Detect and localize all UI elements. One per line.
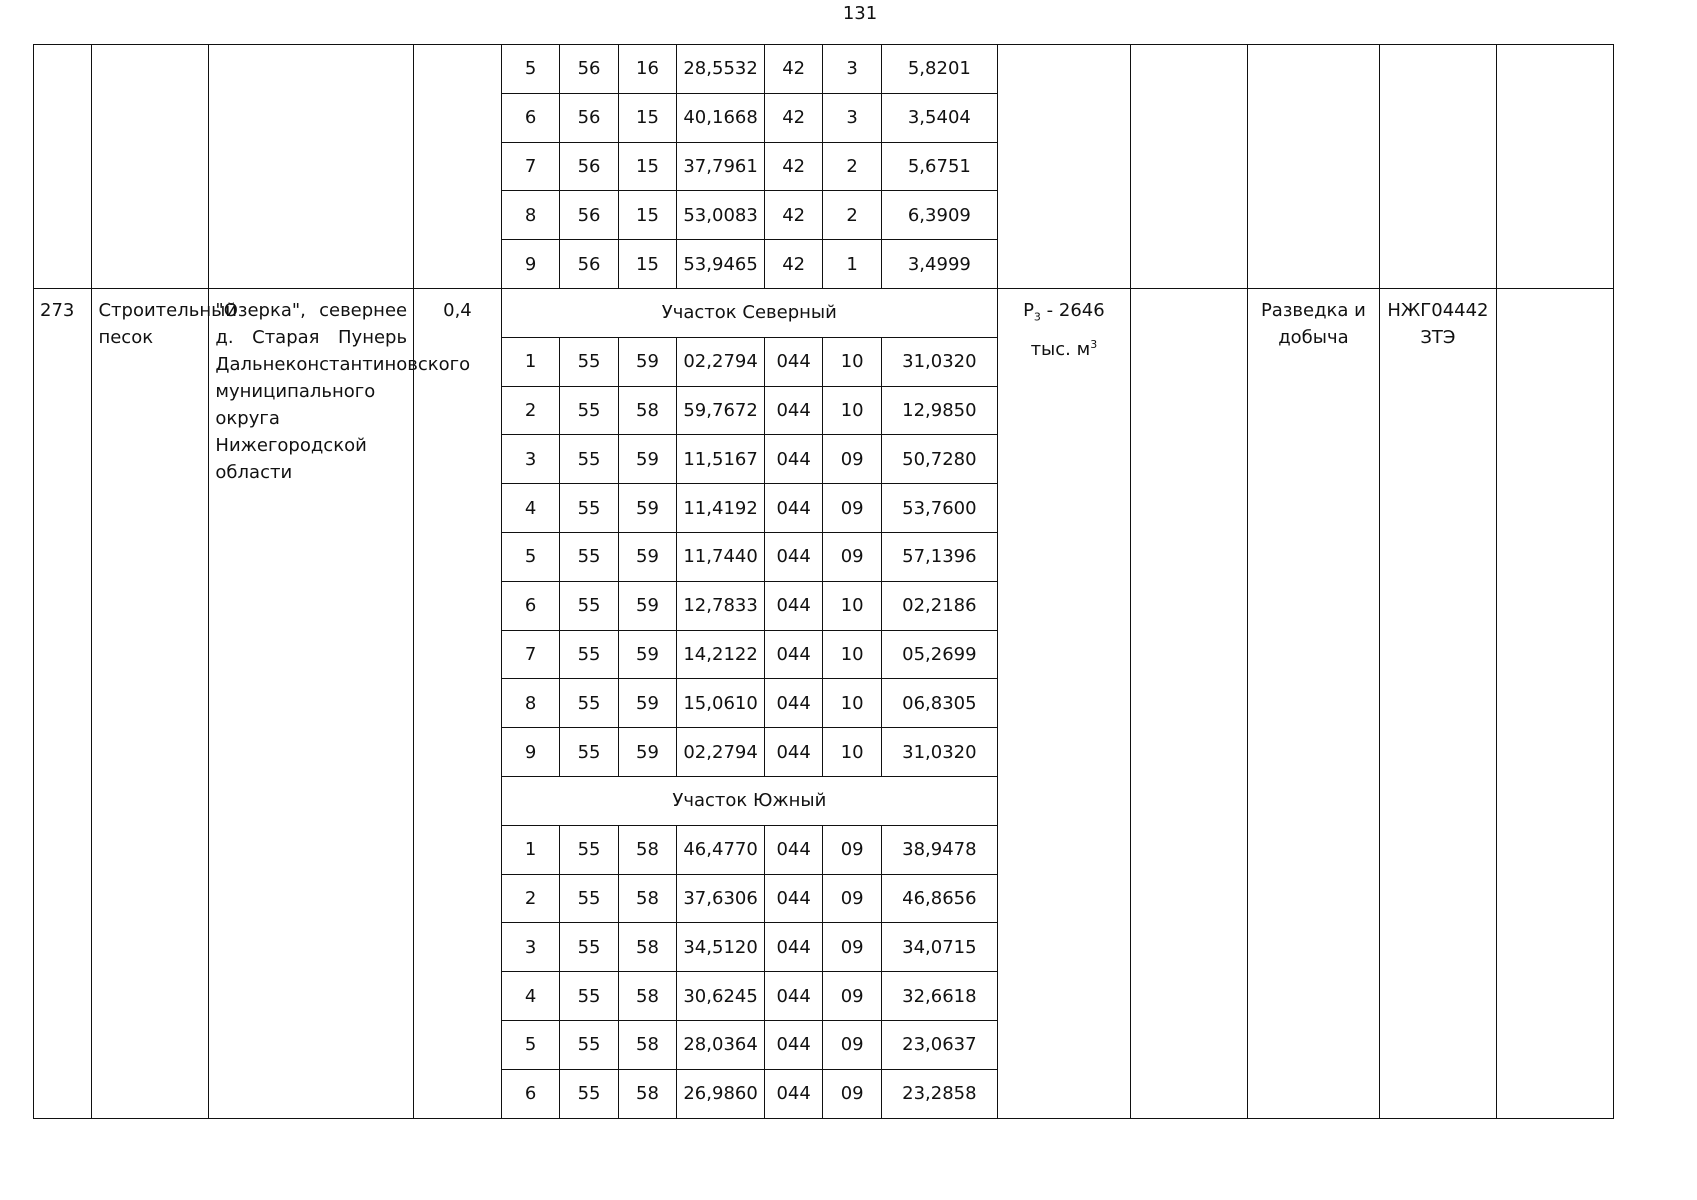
empty-cell [414,45,502,289]
point-number-cell: 7 [501,630,559,679]
lon-sec-cell: 23,2858 [881,1069,997,1118]
lat-min-cell: 16 [618,45,676,94]
point-number-cell: 8 [501,191,559,240]
lat-deg-cell: 55 [560,484,618,533]
lon-deg-cell: 044 [764,972,822,1021]
lon-deg-cell: 044 [764,337,822,386]
lon-deg-cell: 044 [764,874,822,923]
lon-min-cell: 09 [823,484,881,533]
lon-min-cell: 2 [823,191,881,240]
lon-min-cell: 09 [823,923,881,972]
lon-deg-cell: 044 [764,1020,822,1069]
lat-min-cell: 59 [618,532,676,581]
lon-deg-cell: 42 [764,45,822,94]
lat-sec-cell: 53,9465 [677,240,765,289]
lat-deg-cell: 55 [560,972,618,1021]
empty-cell [997,45,1130,289]
lon-deg-cell: 42 [764,191,822,240]
lat-min-cell: 59 [618,728,676,777]
lon-min-cell: 1 [823,240,881,289]
lon-sec-cell: 38,9478 [881,825,997,874]
lon-sec-cell: 32,6618 [881,972,997,1021]
lat-deg-cell: 55 [560,923,618,972]
empty-cell [1247,45,1379,289]
lat-sec-cell: 30,6245 [677,972,765,1021]
lat-min-cell: 59 [618,679,676,728]
reserves-text [998,289,1130,363]
lon-deg-cell: 044 [764,630,822,679]
lon-min-cell: 09 [823,532,881,581]
table-row [34,288,1614,337]
lat-deg-cell: 55 [560,825,618,874]
point-number-cell: 1 [501,825,559,874]
point-number-cell: 5 [501,45,559,94]
lon-sec-cell: 6,3909 [881,191,997,240]
lat-sec-cell: 53,0083 [677,191,765,240]
lat-min-cell: 15 [618,240,676,289]
lon-min-cell: 09 [823,435,881,484]
point-number-cell: 9 [501,240,559,289]
lon-deg-cell: 42 [764,93,822,142]
lat-min-cell: 59 [618,484,676,533]
lon-min-cell: 10 [823,337,881,386]
lon-min-cell: 10 [823,728,881,777]
page-number: 131 [842,3,878,24]
lat-min-cell: 58 [618,825,676,874]
lat-deg-cell: 55 [560,435,618,484]
lon-deg-cell: 044 [764,532,822,581]
point-number-cell: 4 [501,484,559,533]
lat-deg-cell: 56 [560,45,618,94]
lon-sec-cell: 31,0320 [881,337,997,386]
empty-cell [1496,288,1613,1118]
point-number-cell: 6 [501,1069,559,1118]
lon-min-cell: 3 [823,45,881,94]
license-number-text: НЖГ04442 ЗТЭ [1387,299,1489,348]
lon-deg-cell: 044 [764,728,822,777]
lat-deg-cell: 56 [560,93,618,142]
lat-min-cell: 59 [618,630,676,679]
empty-cell [92,45,209,289]
purpose [1247,288,1379,1118]
lat-deg-cell: 55 [560,532,618,581]
lat-min-cell: 58 [618,923,676,972]
lat-deg-cell: 55 [560,337,618,386]
reserves-prefix: Р [1023,299,1034,321]
section-title: Участок Южный [501,776,997,825]
point-number-cell: 8 [501,679,559,728]
lat-min-cell: 58 [618,874,676,923]
empty-cell [1379,45,1496,289]
point-number-cell: 2 [501,386,559,435]
point-number-cell: 3 [501,923,559,972]
lat-deg-cell: 55 [560,581,618,630]
lat-sec-cell: 11,7440 [677,532,765,581]
table-row [34,45,1614,94]
empty-cell [34,45,92,289]
lon-sec-cell: 46,8656 [881,874,997,923]
lon-min-cell: 10 [823,581,881,630]
reserves-sup: 3 [1090,337,1098,351]
lat-min-cell: 15 [618,93,676,142]
lon-min-cell: 09 [823,972,881,1021]
lat-min-cell: 58 [618,386,676,435]
point-number-cell: 6 [501,581,559,630]
lon-sec-cell: 53,7600 [881,484,997,533]
lat-deg-cell: 55 [560,874,618,923]
lon-min-cell: 09 [823,825,881,874]
lat-min-cell: 15 [618,142,676,191]
lat-min-cell: 58 [618,1069,676,1118]
point-number-cell: 4 [501,972,559,1021]
lon-sec-cell: 02,2186 [881,581,997,630]
empty-cell [1130,288,1247,1118]
lat-deg-cell: 55 [560,630,618,679]
lat-sec-cell: 12,7833 [677,581,765,630]
empty-cell [209,45,414,289]
lon-deg-cell: 044 [764,581,822,630]
lon-min-cell: 10 [823,679,881,728]
lon-sec-cell: 50,7280 [881,435,997,484]
entry-number-text: 273 [40,299,75,321]
lon-min-cell: 10 [823,386,881,435]
lat-sec-cell: 02,2794 [677,728,765,777]
lat-sec-cell: 34,5120 [677,923,765,972]
lat-min-cell: 59 [618,337,676,386]
lon-sec-cell: 34,0715 [881,923,997,972]
lon-deg-cell: 044 [764,923,822,972]
lon-deg-cell: 044 [764,679,822,728]
lat-sec-cell: 28,0364 [677,1020,765,1069]
section-title: Участок Северный [501,288,997,337]
lat-deg-cell: 55 [560,679,618,728]
lon-min-cell: 2 [823,142,881,191]
lon-sec-cell: 31,0320 [881,728,997,777]
lon-deg-cell: 42 [764,240,822,289]
lat-sec-cell: 37,7961 [677,142,765,191]
lon-deg-cell: 044 [764,825,822,874]
lon-min-cell: 09 [823,1020,881,1069]
empty-cell [1130,45,1247,289]
lon-sec-cell: 5,8201 [881,45,997,94]
lon-sec-cell: 3,5404 [881,93,997,142]
lon-deg-cell: 044 [764,435,822,484]
lon-sec-cell: 12,9850 [881,386,997,435]
point-number-cell: 1 [501,337,559,386]
lon-deg-cell: 42 [764,142,822,191]
lat-sec-cell: 37,6306 [677,874,765,923]
lon-min-cell: 3 [823,93,881,142]
point-number-cell: 9 [501,728,559,777]
purpose-text: Разведка и добыча [1260,299,1366,348]
lat-sec-cell: 40,1668 [677,93,765,142]
lat-sec-cell: 26,9860 [677,1069,765,1118]
lat-min-cell: 58 [618,1020,676,1069]
lat-deg-cell: 56 [560,240,618,289]
point-number-cell: 5 [501,532,559,581]
lat-deg-cell: 55 [560,1020,618,1069]
mineral-type-text: Строительный песок [98,299,238,348]
license-number [1379,288,1496,1118]
lat-sec-cell: 11,4192 [677,484,765,533]
entry-number [34,288,92,1118]
lon-min-cell: 09 [823,874,881,923]
lon-deg-cell: 044 [764,1069,822,1118]
lon-min-cell: 09 [823,1069,881,1118]
empty-cell [1496,45,1613,289]
lon-deg-cell: 044 [764,386,822,435]
reserves-sub: 3 [1033,310,1041,324]
lat-deg-cell: 55 [560,386,618,435]
lon-sec-cell: 05,2699 [881,630,997,679]
lat-min-cell: 59 [618,435,676,484]
point-number-cell: 2 [501,874,559,923]
point-number-cell: 5 [501,1020,559,1069]
lon-min-cell: 10 [823,630,881,679]
point-number-cell: 6 [501,93,559,142]
lat-sec-cell: 15,0610 [677,679,765,728]
lat-sec-cell: 28,5532 [677,45,765,94]
reserves-value: - 2646 тыс. м [1030,299,1105,360]
lat-deg-cell: 55 [560,1069,618,1118]
lat-sec-cell: 46,4770 [677,825,765,874]
reserves [997,288,1130,1118]
lat-min-cell: 58 [618,972,676,1021]
deposit-location-text: "Озерка", севернее д. Старая Пунерь Дальнеконстантиновского муниципального округа Нижегородской области [215,299,471,483]
lat-deg-cell: 55 [560,728,618,777]
lat-deg-cell: 56 [560,142,618,191]
lon-sec-cell: 3,4999 [881,240,997,289]
point-number-cell: 3 [501,435,559,484]
lat-sec-cell: 02,2794 [677,337,765,386]
mineral-type [92,288,238,1118]
lat-sec-cell: 11,5167 [677,435,765,484]
lon-sec-cell: 06,8305 [881,679,997,728]
area-value-text: 0,4 [443,299,472,321]
table-body [34,45,1614,1119]
lat-deg-cell: 56 [560,191,618,240]
point-number-cell: 7 [501,142,559,191]
lat-min-cell: 15 [618,191,676,240]
area-value [414,288,502,1118]
lat-sec-cell: 14,2122 [677,630,765,679]
lon-sec-cell: 5,6751 [881,142,997,191]
lat-min-cell: 59 [618,581,676,630]
coordinates-table [33,44,1614,1119]
lon-deg-cell: 044 [764,484,822,533]
lat-sec-cell: 59,7672 [677,386,765,435]
lon-sec-cell: 57,1396 [881,532,997,581]
lon-sec-cell: 23,0637 [881,1020,997,1069]
